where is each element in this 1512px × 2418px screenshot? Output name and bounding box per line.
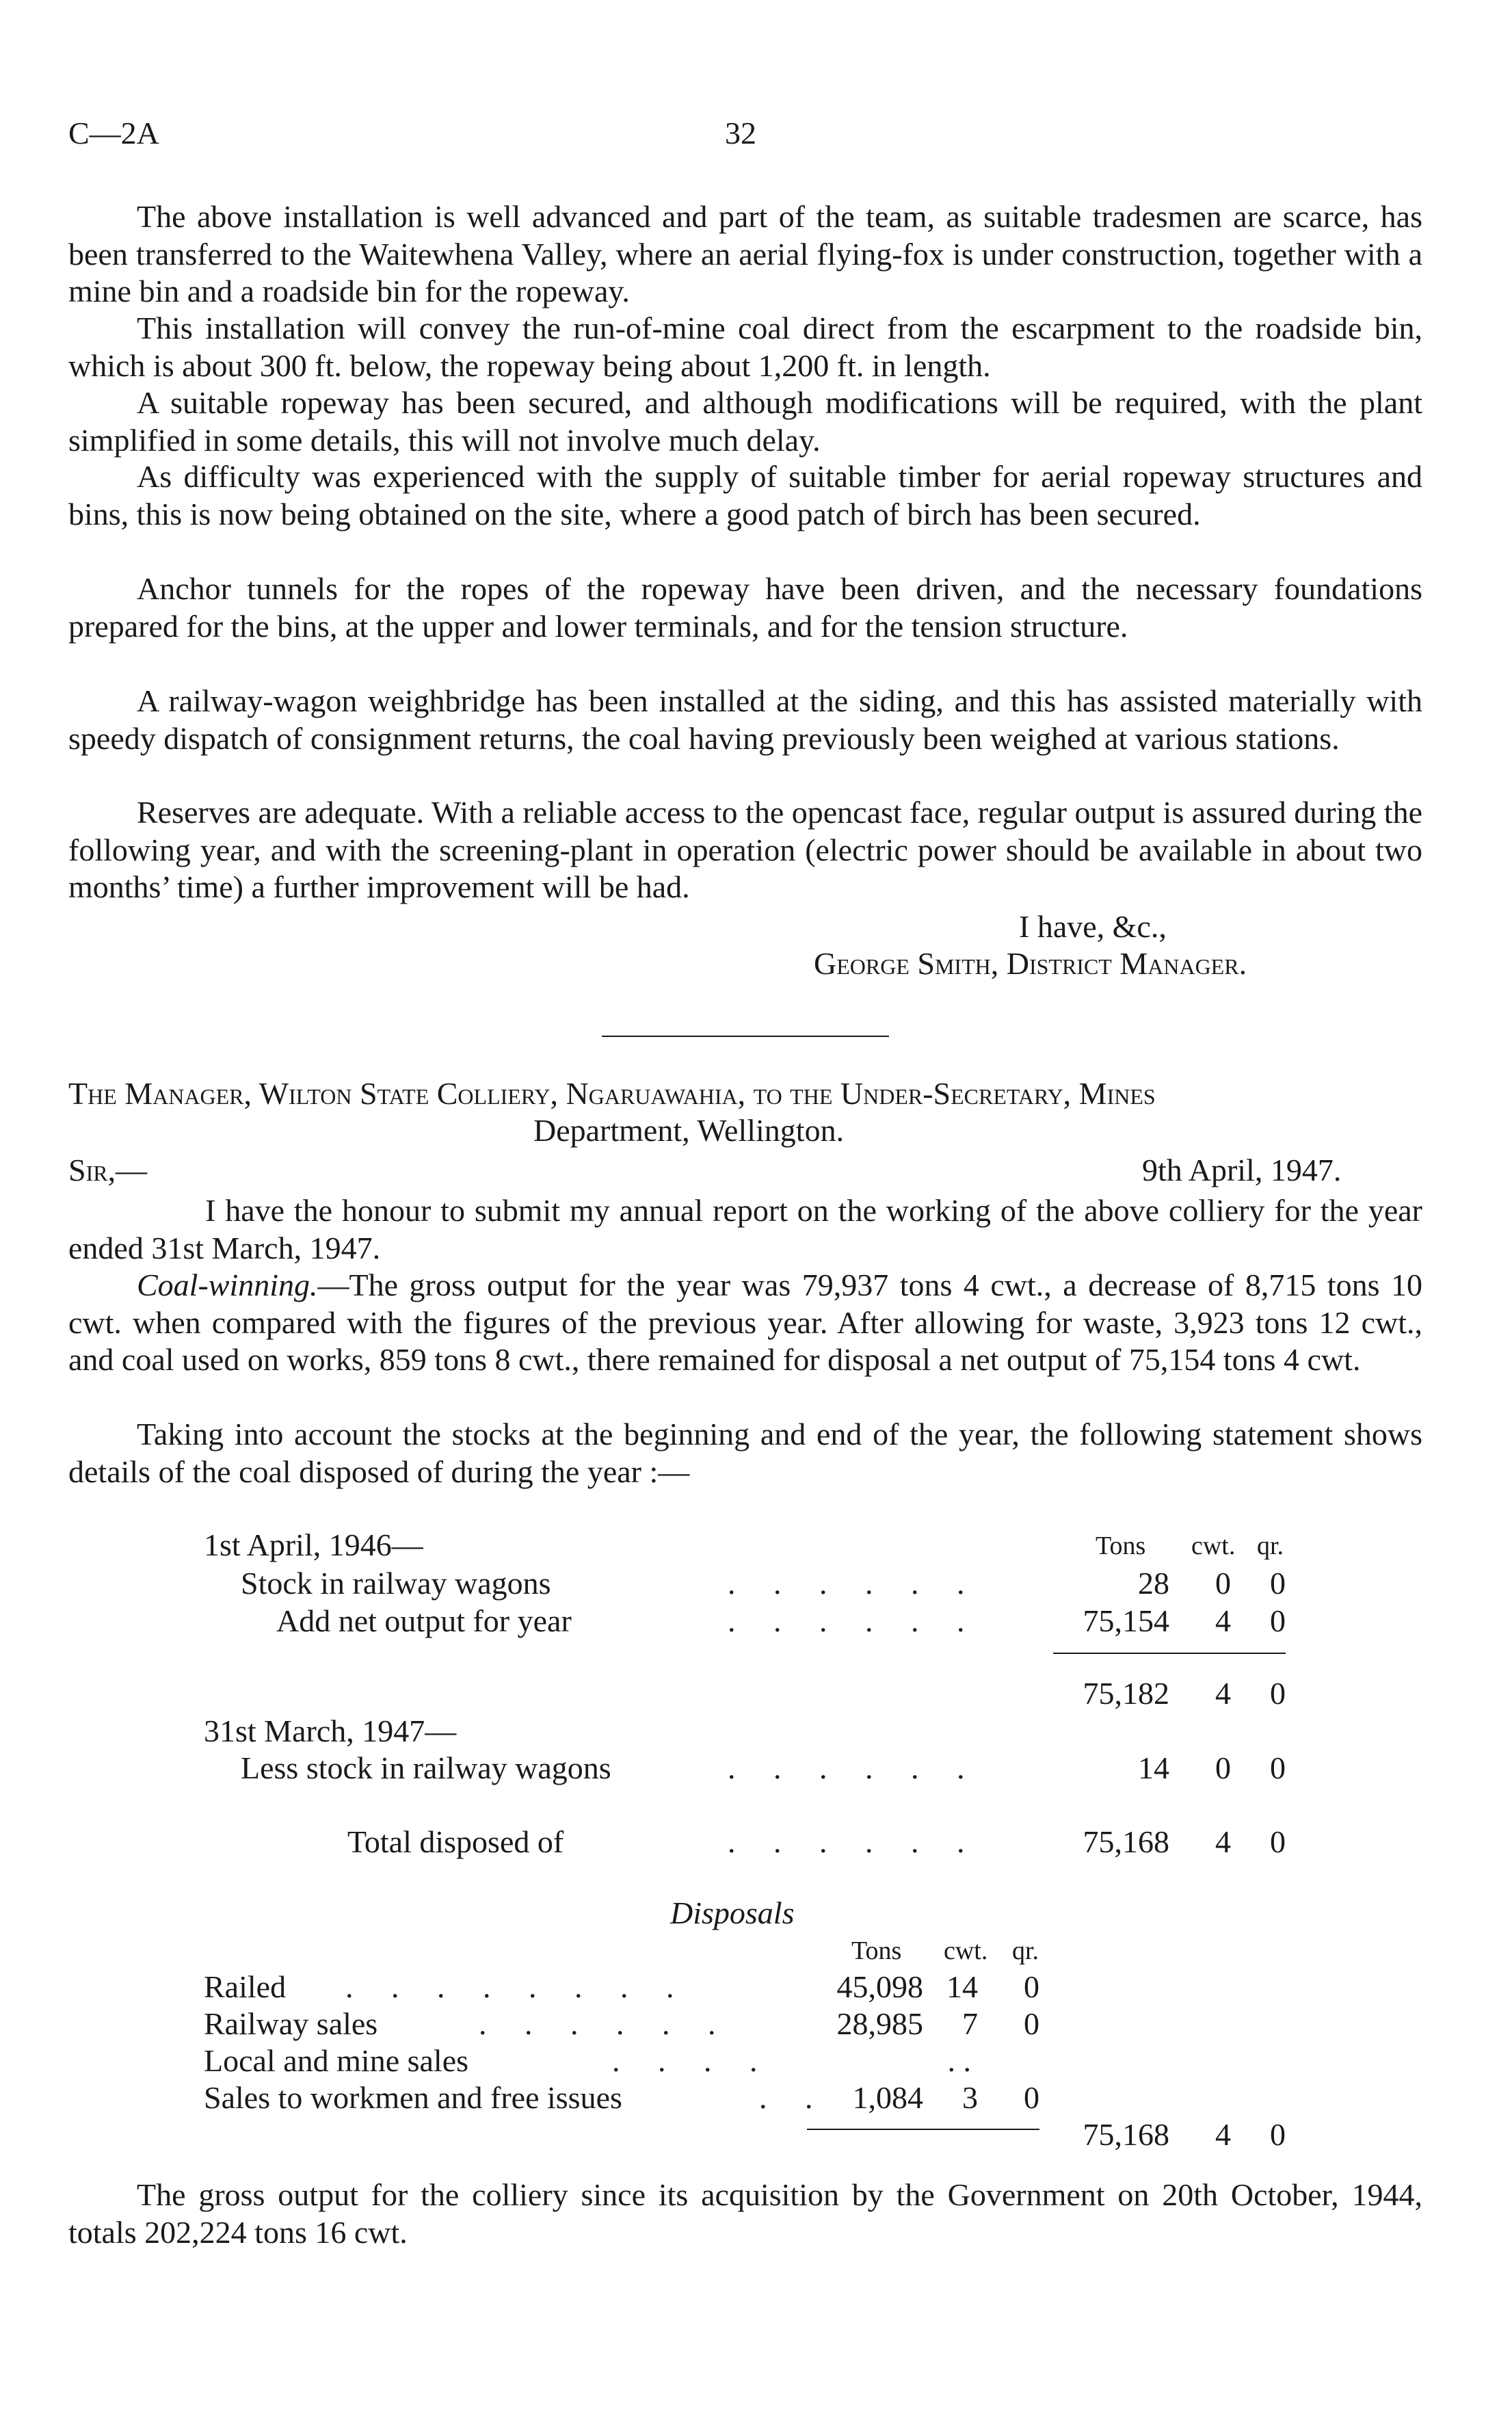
less-stock-cwt: 0 [1215,1750,1231,1785]
statement-date-2: 31st March, 1947— [204,1713,457,1748]
paragraph-4: As difficulty was experienced with the supply of suitable timber for aerial ropeway structures and bins, this is now being obtained on the site, where a good patch of birch has been secured. [68,459,1422,531]
subtotal-rule [1053,1653,1286,1654]
statement-cwt: 0 [1215,1566,1231,1601]
statement-col-cwt: cwt. [1191,1532,1236,1560]
disposals-heading: Disposals [670,1895,795,1930]
disposal-qr: 0 [1024,2006,1039,2041]
paragraph-5: Anchor tunnels for the ropes of the ropeway have been driven, and the necessary foundations prepared for the bins, at the upper and lower terminals, and for the tension structure. [68,571,1422,644]
page-number: 32 [725,116,756,150]
statement-date-1: 1st April, 1946— [204,1527,423,1562]
disposals-total-cwt: 4 [1215,2117,1231,2152]
leader-dots: . . . . . . [479,2006,731,2041]
disposal-label: Local and mine sales [204,2043,469,2078]
statement-row-label: Stock in railway wagons [241,1566,551,1601]
paragraph-3: A suitable ropeway has been secured, and although modifications will be required, with the plant simplified in some details, this will not involve much delay. [68,385,1422,458]
letter-date: 9th April, 1947. [1142,1153,1342,1187]
paragraph-2: This installation will convey the run-of-mine coal direct from the escarpment to the roadside bin, which is about 300 ft. below, the ropeway being about 1,200 ft. in length. [68,311,1422,383]
statement-qr: 0 [1270,1566,1286,1601]
disposal-tons: . . [947,2043,971,2078]
leader-dots: . . . . . . [728,1566,980,1601]
section-divider [602,1036,889,1037]
total-disposed-label: Total disposed of [347,1824,564,1859]
total-disposed-tons: 75,168 [1083,1824,1169,1859]
total-disposed-cwt: 4 [1215,1824,1231,1859]
disposal-label: Railway sales [204,2006,378,2041]
salutation: Sir,— [68,1153,148,1187]
leader-dots: . . . . [612,2043,773,2078]
coal-winning-heading: Coal-winning. [137,1267,318,1302]
disposal-cwt: 7 [962,2006,978,2041]
statement-qr: 0 [1270,1603,1286,1638]
disposals-col-cwt: cwt. [944,1936,988,1965]
leader-dots: . . . . . . [728,1824,980,1859]
closing-paragraph: The gross output for the colliery since its acquisition by the Government on 20th October, 1944, totals 202,224 tons 16 cwt. [68,2177,1422,2250]
disposals-rule [807,2129,1039,2130]
disposals-col-qr: qr. [1012,1936,1039,1965]
subtotal-cwt: 4 [1215,1676,1231,1711]
disposal-cwt: 14 [946,1969,978,2004]
address-line: The Manager, Wilton State Colliery, Ngaruawahia, to the Under-Secretary, Mines [68,1076,1156,1111]
statement-tons: 75,154 [1083,1603,1169,1638]
statement-col-tons: Tons [1096,1532,1146,1560]
series-code: C—2A [68,116,159,150]
disposal-tons: 45,098 [836,1969,923,2004]
disposal-tons: 28,985 [836,2006,923,2041]
leader-dots: . . . . . . [728,1603,980,1638]
disposal-label: Railed [204,1969,287,2004]
disposal-qr: 0 [1024,1969,1039,2004]
statement-tons: 28 [1138,1566,1169,1601]
total-disposed-qr: 0 [1270,1824,1286,1859]
signature: George Smith, District Manager. [814,946,1247,981]
paragraph-7: Reserves are adequate. With a reliable access to the opencast face, regular output is assured during the following year, and with the screening-plant in operation (electric power should be available in about two months’ time) a further improvement will be had. [68,795,1422,904]
disposal-tons: 1,084 [852,2080,923,2115]
disposal-cwt: 3 [962,2080,978,2115]
address-line-2: Department, Wellington. [533,1113,845,1148]
leader-dots: . . [759,2080,828,2115]
leader-dots: . . . . . . . . [345,1969,689,2004]
statement-cwt: 4 [1215,1603,1231,1638]
disposal-label: Sales to workmen and free issues [204,2080,622,2115]
disposals-total-tons: 75,168 [1083,2117,1169,2152]
stocks-paragraph: Taking into account the stocks at the beginning and end of the year, the following statement shows details of the coal disposed of during the year :— [68,1417,1422,1489]
subtotal-qr: 0 [1270,1676,1286,1711]
less-stock-qr: 0 [1270,1750,1286,1785]
paragraph-6: A railway-wagon weighbridge has been installed at the siding, and this has assisted materially with speedy dispatch of consignment returns, the coal having previously been weighed at various stations. [68,683,1422,756]
subtotal-tons: 75,182 [1083,1676,1169,1711]
intro-paragraph: I have the honour to submit my annual report on the working of the above colliery for the year ended 31st March, 1947. [68,1193,1422,1265]
statement-row-label: Add net output for year [276,1603,572,1638]
coal-winning-paragraph: Coal-winning.—The gross output for the year was 79,937 tons 4 cwt., a decrease of 8,715 tons 10 cwt. when compared with the figures of the previous year. After allowing for waste, 3,923 tons 12 cwt., and coal used on works, 859 tons 8 cwt., there remained for disposal a net output of 75,154 tons 4 cwt. [68,1267,1422,1377]
disposals-total-qr: 0 [1270,2117,1286,2152]
less-stock-label: Less stock in railway wagons [241,1750,611,1785]
disposal-qr: 0 [1024,2080,1039,2115]
paragraph-1: The above installation is well advanced and part of the team, as suitable tradesmen are scarce, has been transferred to the Waitewhena Valley, where an aerial flying-fox is under construction, together with a mine bin and a roadside bin for the ropeway. [68,199,1422,308]
disposals-col-tons: Tons [851,1936,902,1965]
less-stock-tons: 14 [1138,1750,1169,1785]
leader-dots: . . . . . . [728,1750,980,1785]
closing-line: I have, &c., [1019,909,1167,944]
statement-col-qr: qr. [1257,1532,1284,1560]
